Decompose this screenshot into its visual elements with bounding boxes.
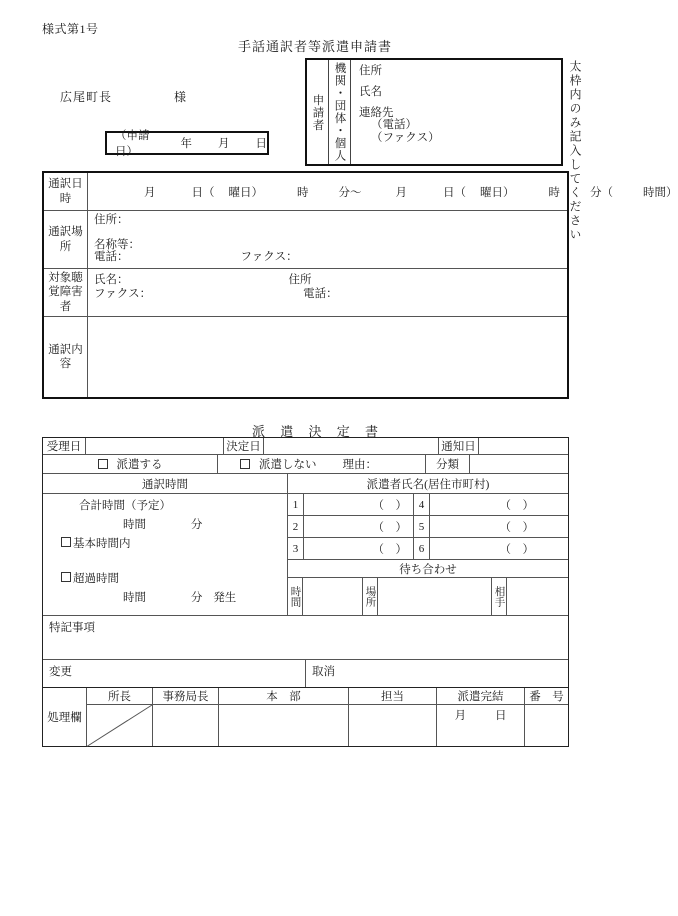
overtime-minutes-unit: 分 bbox=[190, 592, 203, 605]
checkbox-icon[interactable] bbox=[61, 537, 71, 547]
datetime-weekday1: 曜日） bbox=[228, 186, 263, 199]
application-table bbox=[42, 171, 678, 399]
decision-row-dates bbox=[43, 438, 568, 455]
datetime-hour1: 時 bbox=[297, 186, 309, 199]
addressee-name: 広尾町長 bbox=[60, 90, 113, 104]
application-date-label: （申請日） bbox=[115, 130, 150, 158]
dispatcher-no: 3 bbox=[288, 538, 304, 559]
decision-row-notes bbox=[43, 616, 568, 660]
dispatcher-name[interactable] bbox=[304, 494, 414, 515]
dispatch-yes-option[interactable] bbox=[43, 455, 218, 473]
dispatcher-name[interactable] bbox=[430, 494, 540, 515]
meeting-place-label: 場所 bbox=[364, 586, 376, 607]
hours-detail[interactable] bbox=[43, 494, 288, 615]
application-title: 手話通訳者等派遣申請書 bbox=[237, 39, 392, 54]
notified-date-label: 通知日 bbox=[439, 438, 479, 454]
decision-row-choice bbox=[43, 455, 568, 474]
applicant-outer-label: 申請者 bbox=[311, 94, 324, 132]
processing-col-director bbox=[87, 688, 153, 746]
processing-table bbox=[42, 687, 569, 747]
meeting-place-value[interactable] bbox=[378, 578, 492, 615]
applicant-fax-label: （ファクス） bbox=[371, 132, 440, 145]
applicant-box bbox=[305, 58, 563, 166]
datetime-weekday2: 曜日） bbox=[480, 186, 515, 199]
total-hours-unit: 時間 bbox=[123, 519, 146, 532]
header-hours: 通訳時間 bbox=[43, 474, 288, 493]
form-number: 様式第1号 bbox=[42, 22, 99, 36]
row-value-datetime[interactable] bbox=[88, 173, 678, 210]
datetime-day1: 日（ bbox=[191, 186, 215, 199]
row-label-place: 通訳場所 bbox=[44, 211, 88, 268]
total-hours-label: 合計時間（予定） bbox=[79, 500, 171, 512]
application-date-month: 月 bbox=[218, 138, 230, 150]
datetime-minute2: 分（ bbox=[590, 186, 613, 199]
datetime-minute1: 分〜 bbox=[338, 186, 362, 199]
decided-date-value[interactable] bbox=[264, 438, 439, 454]
dispatcher-no: 2 bbox=[288, 516, 304, 537]
dispatcher-no: 4 bbox=[414, 494, 430, 515]
row-value-content[interactable] bbox=[88, 317, 567, 397]
dispatcher-no: 5 bbox=[414, 516, 430, 537]
table-row-datetime bbox=[44, 173, 678, 211]
application-date-box[interactable] bbox=[105, 130, 269, 158]
reason-label: 理由： bbox=[342, 459, 377, 471]
processing-value-secretary-general[interactable] bbox=[153, 705, 218, 746]
applicant-outer-label-cell bbox=[307, 60, 329, 164]
processing-header-number: 番 号 bbox=[525, 688, 568, 705]
processing-value-staff[interactable] bbox=[349, 705, 436, 746]
processing-header-completion: 派遣完結 bbox=[437, 688, 524, 705]
row-label-content: 通訳内容 bbox=[44, 317, 88, 397]
decision-row-change-cancel bbox=[43, 660, 568, 687]
checkbox-icon[interactable] bbox=[240, 459, 250, 469]
dispatch-no-label: 派遣しない bbox=[259, 459, 317, 471]
processing-header-director: 所長 bbox=[87, 688, 152, 705]
meeting-body bbox=[288, 578, 568, 615]
basic-hours-label: 基本時間内 bbox=[73, 538, 131, 551]
completion-month: 月 bbox=[454, 710, 467, 722]
person-tel-label: 電話： bbox=[303, 288, 338, 301]
person-address-label: 住所 bbox=[288, 274, 312, 286]
decision-row-body bbox=[43, 494, 568, 616]
processing-header-staff: 担当 bbox=[349, 688, 436, 705]
dispatch-yes-label: 派遣する bbox=[116, 459, 163, 471]
table-row-target-person bbox=[44, 269, 567, 317]
applicant-tel-label: （電話） bbox=[371, 119, 417, 132]
dispatcher-name[interactable] bbox=[430, 516, 540, 537]
datetime-hour2: 時 bbox=[548, 186, 560, 199]
person-name-label: 氏名： bbox=[94, 274, 129, 286]
processing-value-director[interactable] bbox=[87, 705, 152, 746]
applicant-fields[interactable] bbox=[351, 60, 561, 164]
dispatcher-city-paren: （ ） bbox=[499, 543, 534, 556]
dispatcher-name[interactable] bbox=[304, 538, 414, 559]
dispatcher-city-paren: （ ） bbox=[499, 499, 534, 512]
datetime-month2: 月 bbox=[395, 186, 407, 199]
applicant-inner-label: 機関・団体・個人 bbox=[333, 62, 346, 162]
dispatcher-row bbox=[288, 516, 568, 538]
place-fax-label: ファクス： bbox=[240, 251, 298, 264]
applicant-inner-label-cell bbox=[329, 60, 351, 164]
dispatch-no-option[interactable] bbox=[218, 455, 426, 473]
place-address-label: 住所： bbox=[94, 214, 129, 226]
dispatcher-row bbox=[288, 494, 568, 516]
meeting-partner-label: 相手 bbox=[493, 586, 505, 607]
processing-value-completion[interactable] bbox=[437, 705, 524, 746]
processing-value-headquarters[interactable] bbox=[219, 705, 348, 746]
dispatcher-no: 1 bbox=[288, 494, 304, 515]
decision-title: 派 遣 決 定 書 bbox=[251, 424, 384, 439]
meeting-place-label-cell bbox=[363, 578, 378, 615]
overtime-option[interactable] bbox=[61, 572, 287, 585]
change-label[interactable]: 変更 bbox=[43, 660, 306, 687]
row-label-datetime: 通訳日時 bbox=[44, 173, 88, 210]
notified-date-value[interactable] bbox=[479, 438, 568, 454]
processing-header-headquarters: 本 部 bbox=[219, 688, 348, 705]
completion-day: 日 bbox=[494, 710, 507, 722]
meeting-header: 待ち合わせ bbox=[288, 560, 568, 578]
datetime-duration: 時間） bbox=[643, 186, 678, 199]
checkbox-icon[interactable] bbox=[61, 572, 71, 582]
meeting-time-label-cell bbox=[288, 578, 303, 615]
special-notes-label[interactable]: 特記事項 bbox=[49, 622, 95, 634]
dispatcher-city-paren: （ ） bbox=[372, 521, 407, 534]
received-date-label: 受理日 bbox=[43, 438, 86, 454]
application-date-day: 日 bbox=[255, 138, 267, 150]
decision-row-headers bbox=[43, 474, 568, 494]
dispatcher-no: 6 bbox=[414, 538, 430, 559]
datetime-month1: 月 bbox=[144, 186, 156, 199]
diagonal-strike-icon bbox=[87, 705, 152, 746]
processing-header-secretary-general: 事務局長 bbox=[153, 688, 218, 705]
row-label-target-person: 対象聴覚障害者 bbox=[44, 269, 88, 316]
basic-hours-option[interactable] bbox=[61, 537, 287, 550]
overtime-occur-label: 発生 bbox=[213, 592, 237, 605]
datetime-day2: 日（ bbox=[443, 186, 466, 199]
meeting-time-label: 時間 bbox=[289, 586, 301, 607]
addressee-honorific: 様 bbox=[174, 90, 188, 104]
decision-table bbox=[42, 437, 569, 688]
checkbox-icon[interactable] bbox=[98, 459, 108, 469]
header-dispatchers: 派遣者氏名(居住市町村) bbox=[366, 478, 490, 491]
overtime-hours-unit: 時間 bbox=[123, 592, 146, 605]
cancel-label[interactable]: 取消 bbox=[312, 666, 335, 678]
person-fax-label: ファクス： bbox=[94, 288, 152, 301]
processing-label: 処理欄 bbox=[43, 688, 87, 746]
row-value-target-person[interactable] bbox=[88, 269, 567, 316]
dispatcher-city-paren: （ ） bbox=[372, 499, 407, 512]
processing-grid bbox=[87, 688, 568, 746]
total-minutes-unit: 分 bbox=[190, 519, 203, 532]
dispatcher-row bbox=[288, 538, 568, 560]
side-note: 太枠内のみ記入してください bbox=[568, 60, 582, 242]
dispatcher-city-paren: （ ） bbox=[372, 543, 407, 556]
processing-col-number bbox=[525, 688, 568, 746]
processing-col-headquarters bbox=[219, 688, 349, 746]
applicant-address-label: 住所 bbox=[359, 65, 382, 77]
received-date-value[interactable] bbox=[86, 438, 224, 454]
addressee-line bbox=[60, 88, 187, 105]
place-tel-label: 電話： bbox=[94, 251, 129, 264]
dispatcher-name[interactable] bbox=[430, 538, 540, 559]
category-label: 分類 bbox=[426, 455, 470, 473]
dispatcher-city-paren: （ ） bbox=[499, 521, 534, 534]
table-row-place bbox=[44, 211, 567, 269]
meeting-partner-value[interactable] bbox=[507, 578, 568, 615]
applicant-name-label: 氏名 bbox=[359, 86, 382, 99]
overtime-label: 超過時間 bbox=[73, 573, 119, 586]
application-date-year: 年 bbox=[180, 138, 192, 150]
category-value[interactable] bbox=[470, 455, 568, 473]
processing-value-number[interactable] bbox=[525, 705, 568, 746]
processing-col-completion bbox=[437, 688, 525, 746]
applicant-contact-label: 連絡先 bbox=[359, 107, 394, 120]
meeting-partner-label-cell bbox=[492, 578, 507, 615]
processing-col-secretary-general bbox=[153, 688, 219, 746]
row-value-place[interactable] bbox=[88, 211, 567, 268]
dispatcher-grid bbox=[288, 494, 568, 615]
meeting-time-value[interactable] bbox=[303, 578, 363, 615]
place-name-label: 名称等： bbox=[94, 239, 140, 252]
dispatcher-name[interactable] bbox=[304, 516, 414, 537]
table-row-content bbox=[44, 317, 567, 397]
processing-col-staff bbox=[349, 688, 437, 746]
decided-date-label: 決定日 bbox=[224, 438, 264, 454]
